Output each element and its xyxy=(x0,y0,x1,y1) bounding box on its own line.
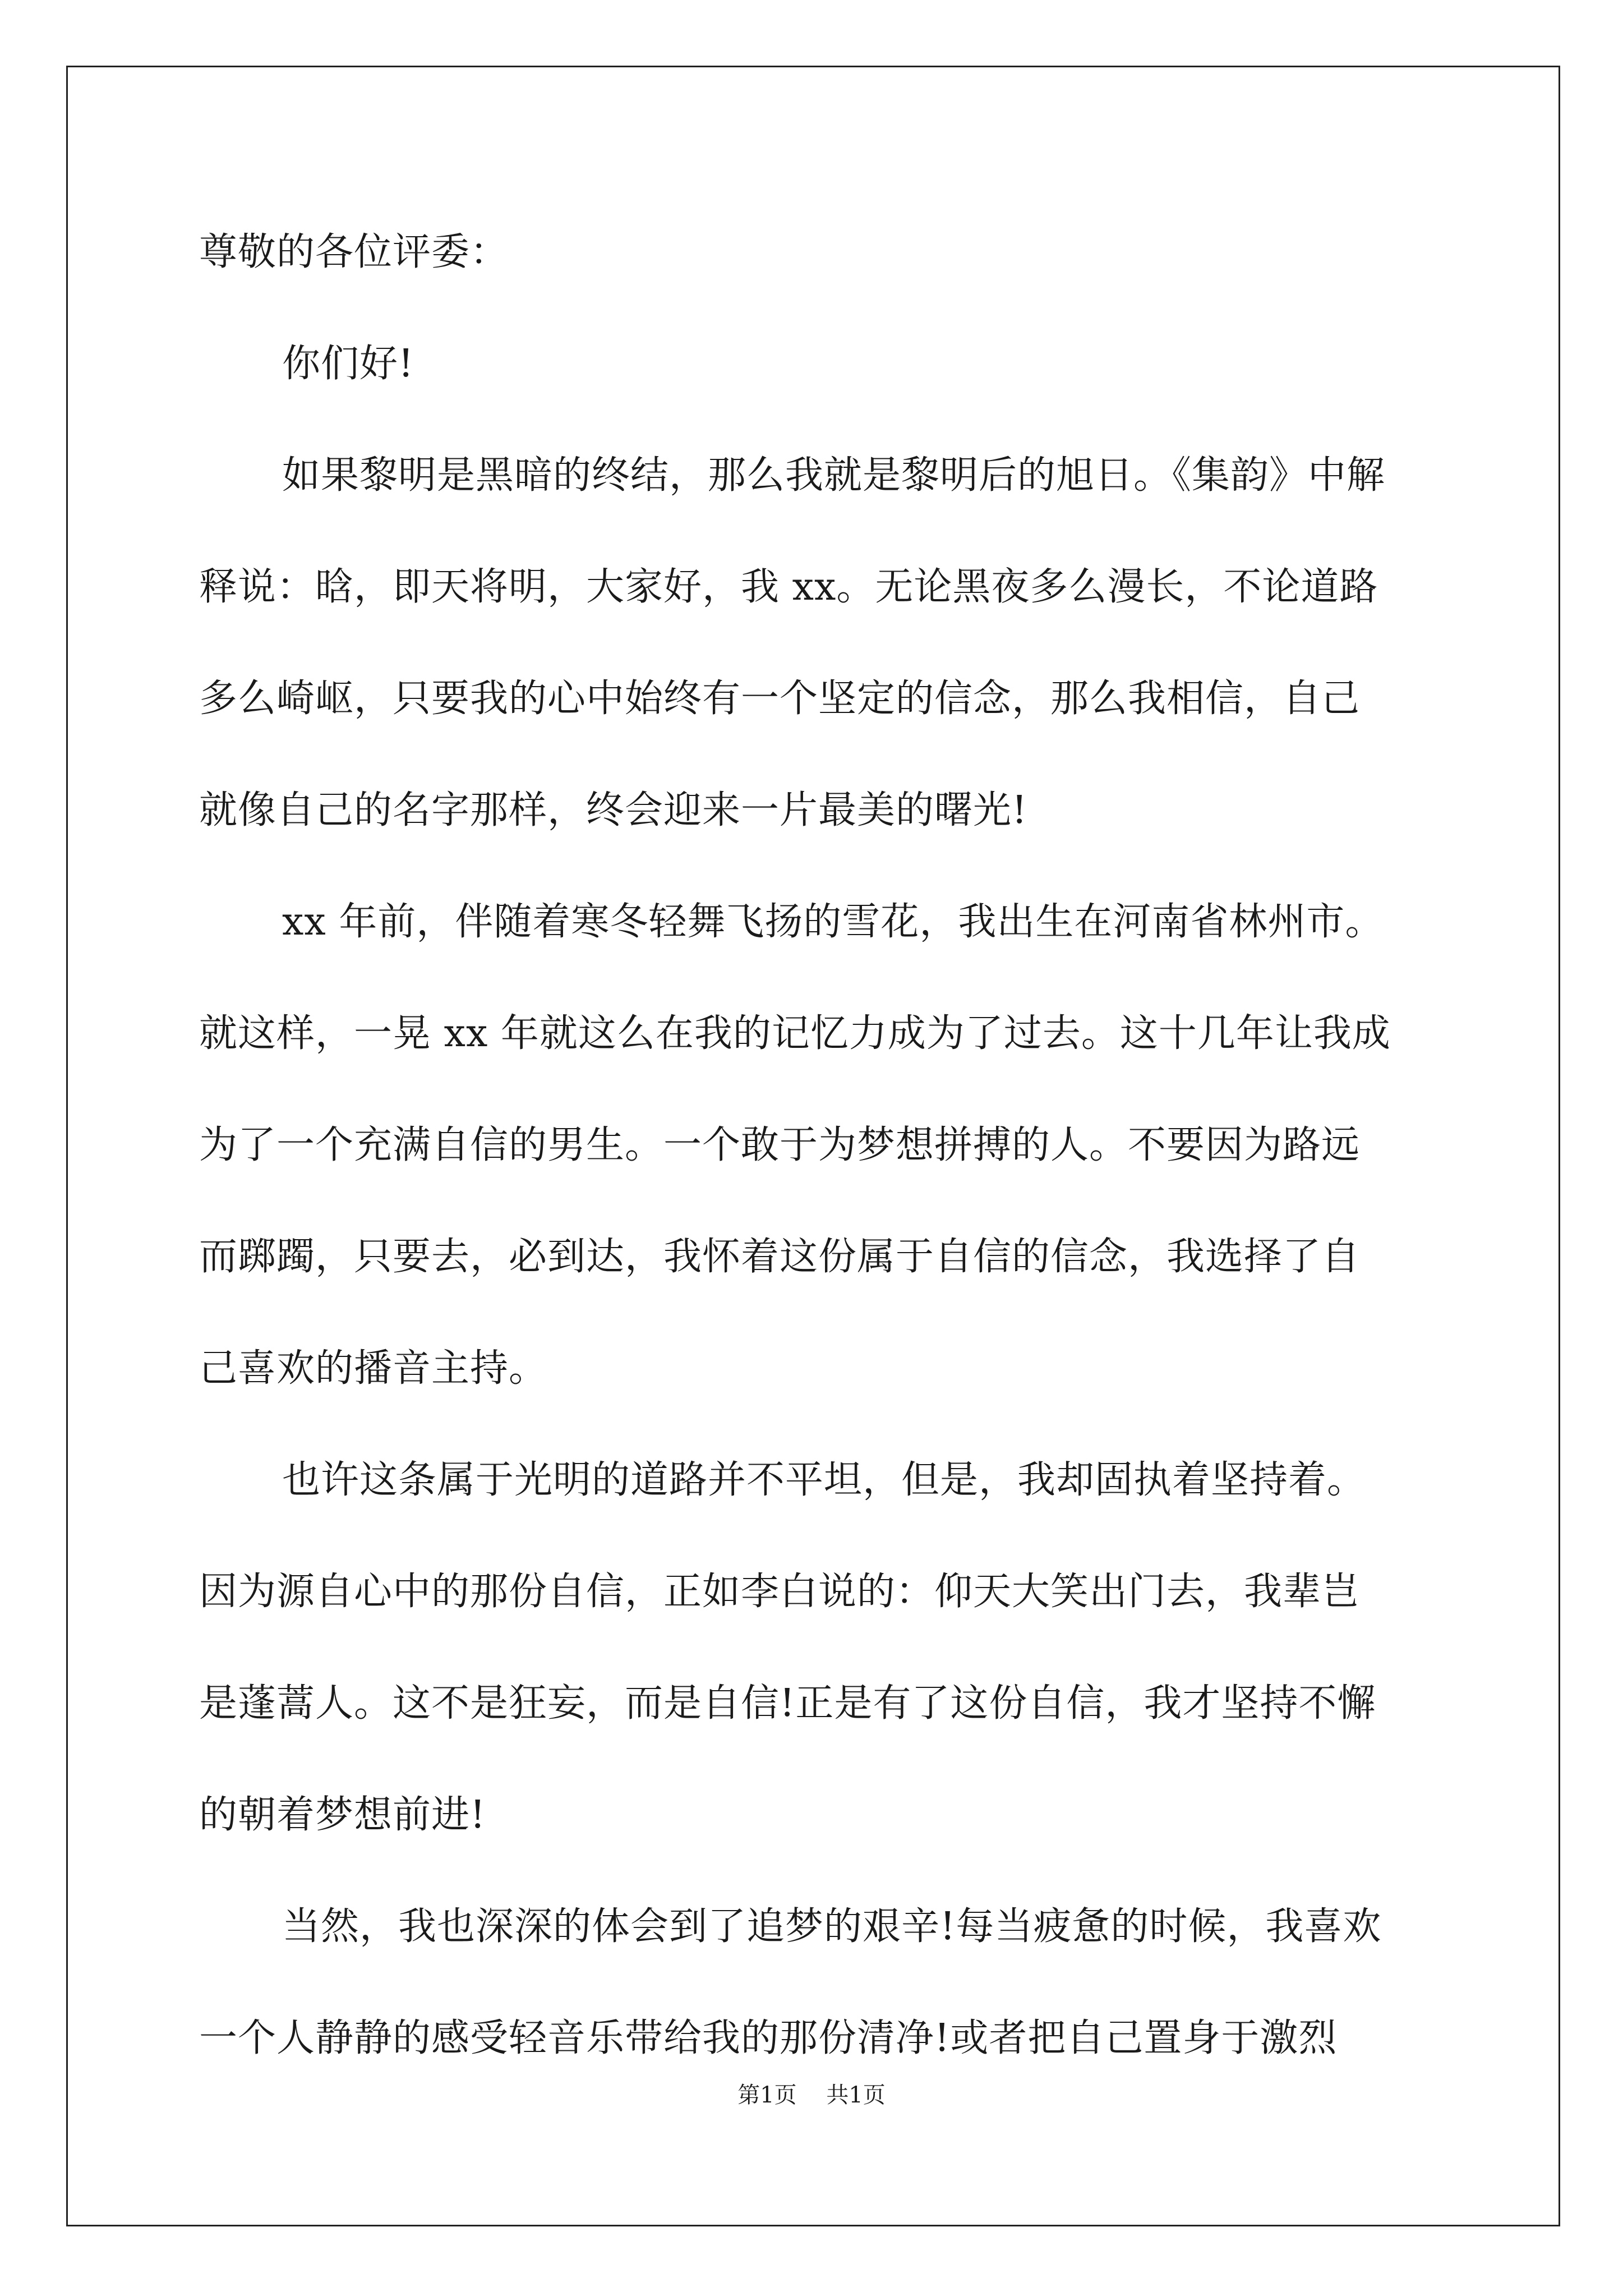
text-line: 如果黎明是黑暗的终结，那么我就是黎明后的旭日。《集韵》中解 xyxy=(282,453,1386,498)
text-line: 己喜欢的播音主持。 xyxy=(199,1346,548,1391)
text-line: 多么崎岖，只要我的心中始终有一个坚定的信念，那么我相信，自己 xyxy=(199,677,1361,721)
document-body xyxy=(199,222,1433,2119)
page-total: 共1页 xyxy=(826,2082,886,2108)
greeting-line: 你们好! xyxy=(282,342,414,386)
text-line: 也许这条属于光明的道路并不平坦，但是，我却固执着坚持着。 xyxy=(282,1458,1366,1502)
text-line: xx 年前，伴随着寒冬轻舞飞扬的雪花，我出生在河南省林州市。 xyxy=(282,900,1384,944)
text-line: 是蓬蒿人。这不是狂妄，而是自信!正是有了这份自信，我才坚持不懈 xyxy=(199,1681,1376,1726)
text-line: 就像自己的名字那样，终会迎来一片最美的曙光! xyxy=(199,788,1028,832)
text-line: 而踯躅，只要去，必到达，我怀着这份属于自信的信念，我选择了自 xyxy=(199,1235,1361,1279)
text-line: 一个人静静的感受轻音乐带给我的那份清净!或者把自己置身于激烈 xyxy=(199,2016,1338,2060)
text-line: 当然，我也深深的体会到了追梦的艰辛!每当疲惫的时候，我喜欢 xyxy=(282,1904,1382,1949)
text-line: 释说：晗，即天将明，大家好，我 xx。无论黑夜多么漫长，不论道路 xyxy=(199,565,1378,609)
text-line: 的朝着梦想前进! xyxy=(199,1793,486,1837)
text-line: 就这样，一晃 xx 年就这么在我的记忆力成为了过去。这十几年让我成 xyxy=(199,1011,1391,1056)
text-line: 为了一个充满自信的男生。一个敢于为梦想拼搏的人。不要因为路远 xyxy=(199,1123,1361,1167)
page-footer xyxy=(0,2078,1623,2112)
salutation-line: 尊敬的各位评委： xyxy=(199,230,509,274)
text-line: 因为源自心中的那份自信，正如李白说的：仰天大笑出门去，我辈岂 xyxy=(199,1570,1361,1614)
page-number: 第1页 xyxy=(737,2082,797,2108)
